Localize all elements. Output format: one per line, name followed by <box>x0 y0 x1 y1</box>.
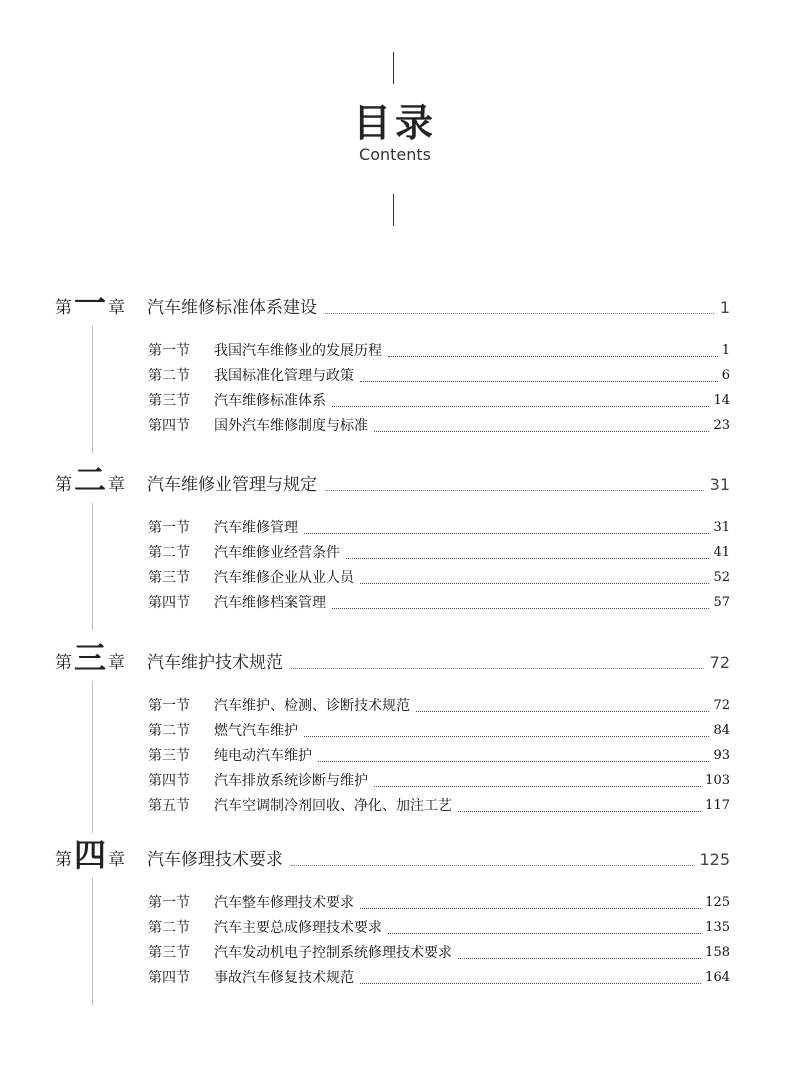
chapter-row[interactable] <box>55 836 730 874</box>
dot-leader <box>388 355 718 357</box>
section-label: 第一节 <box>148 520 190 536</box>
chapter-row[interactable] <box>55 284 730 322</box>
section-row[interactable] <box>148 890 730 912</box>
dot-leader <box>304 735 709 737</box>
section-title: 汽车维修管理 <box>214 520 298 536</box>
section-page-number: 93 <box>713 748 730 763</box>
chapter-label <box>55 639 147 677</box>
section-title: 国外汽车维修制度与标准 <box>214 418 368 434</box>
dot-leader <box>360 380 718 382</box>
section-title: 汽车主要总成修理技术要求 <box>214 920 382 936</box>
dot-leader <box>291 667 704 669</box>
section-title: 我国汽车维修业的发展历程 <box>214 343 382 359</box>
section-label: 第三节 <box>148 570 190 586</box>
dot-leader <box>318 760 709 762</box>
chapter-row[interactable] <box>55 461 730 499</box>
chapter-suffix: 章 <box>108 850 125 870</box>
section-row[interactable] <box>148 693 730 715</box>
section-label: 第二节 <box>148 723 190 739</box>
section-title: 汽车维修企业从业人员 <box>214 570 354 586</box>
section-row[interactable] <box>148 743 730 765</box>
chapter-page-number: 125 <box>699 850 730 869</box>
section-title: 汽车整车修理技术要求 <box>214 895 354 911</box>
section-page-number: 164 <box>705 970 730 985</box>
chapter-number: 三 <box>73 639 106 677</box>
chapter-prefix: 第 <box>55 850 72 870</box>
dot-leader <box>360 582 709 584</box>
chapter-page-number: 31 <box>709 475 730 494</box>
section-page-number: 23 <box>713 418 730 433</box>
dot-leader <box>458 957 701 959</box>
section-label: 第二节 <box>148 920 190 936</box>
chapter-title: 汽车维修业管理与规定 <box>147 475 317 495</box>
dot-leader <box>458 810 701 812</box>
section-row[interactable] <box>148 363 730 385</box>
section-page-number: 84 <box>713 723 730 738</box>
dot-leader <box>388 932 701 934</box>
section-page-number: 103 <box>705 773 730 788</box>
section-label: 第五节 <box>148 798 190 814</box>
dot-leader <box>360 982 701 984</box>
section-title: 我国标准化管理与政策 <box>214 368 354 384</box>
dot-leader <box>346 557 709 559</box>
section-row[interactable] <box>148 590 730 612</box>
section-page-number: 135 <box>705 920 730 935</box>
section-label: 第四节 <box>148 970 190 986</box>
dot-leader <box>325 312 714 314</box>
section-row[interactable] <box>148 718 730 740</box>
section-title: 汽车空调制冷剂回收、净化、加注工艺 <box>214 798 452 814</box>
dot-leader <box>325 489 704 491</box>
dot-leader <box>374 785 701 787</box>
section-title: 汽车维护、检测、诊断技术规范 <box>214 698 410 714</box>
section-row[interactable] <box>148 768 730 790</box>
decorative-line-top <box>393 52 394 84</box>
section-row[interactable] <box>148 413 730 435</box>
dot-leader <box>291 864 693 866</box>
section-title: 事故汽车修复技术规范 <box>214 970 354 986</box>
chapter-suffix: 章 <box>108 475 125 495</box>
section-row[interactable] <box>148 515 730 537</box>
chapter-label <box>55 284 147 322</box>
section-row[interactable] <box>148 338 730 360</box>
page-subtitle: Contents <box>359 145 431 164</box>
section-title: 汽车维修业经营条件 <box>214 545 340 561</box>
section-title: 汽车发动机电子控制系统修理技术要求 <box>214 945 452 961</box>
section-page-number: 6 <box>721 368 730 383</box>
chapter-page-number: 1 <box>719 298 730 317</box>
section-label: 第一节 <box>148 895 190 911</box>
section-row[interactable] <box>148 565 730 587</box>
section-label: 第二节 <box>148 545 190 561</box>
chapter-title: 汽车维修标准体系建设 <box>147 298 317 318</box>
chapter-number: 二 <box>73 461 106 499</box>
chapter-prefix: 第 <box>55 653 72 673</box>
chapter-prefix: 第 <box>55 475 72 495</box>
section-label: 第四节 <box>148 418 190 434</box>
section-title: 汽车维修标准体系 <box>214 393 326 409</box>
chapter-side-bar <box>92 878 93 1005</box>
dot-leader <box>416 710 709 712</box>
chapter-side-bar <box>92 503 93 630</box>
dot-leader <box>374 430 709 432</box>
section-label: 第二节 <box>148 368 190 384</box>
section-page-number: 72 <box>713 698 730 713</box>
section-page-number: 1 <box>721 343 730 358</box>
dot-leader <box>360 907 701 909</box>
section-page-number: 117 <box>705 798 730 813</box>
chapter-page-number: 72 <box>709 653 730 672</box>
chapter-label <box>55 836 147 874</box>
section-label: 第一节 <box>148 343 190 359</box>
section-label: 第三节 <box>148 748 190 764</box>
dot-leader <box>332 607 709 609</box>
section-row[interactable] <box>148 540 730 562</box>
section-page-number: 14 <box>713 393 730 408</box>
page-title: 目录 <box>352 101 437 145</box>
section-page-number: 57 <box>713 595 730 610</box>
section-page-number: 31 <box>713 520 730 535</box>
chapter-prefix: 第 <box>55 298 72 318</box>
chapter-row[interactable] <box>55 639 730 677</box>
chapter-number: 四 <box>73 836 106 874</box>
section-label: 第三节 <box>148 393 190 409</box>
chapter-side-bar <box>92 681 93 833</box>
section-row[interactable] <box>148 940 730 962</box>
section-label: 第三节 <box>148 945 190 961</box>
chapter-suffix: 章 <box>108 653 125 673</box>
chapter-suffix: 章 <box>108 298 125 318</box>
chapter-side-bar <box>92 326 93 453</box>
section-label: 第四节 <box>148 595 190 611</box>
section-row[interactable] <box>148 793 730 815</box>
decorative-line-bottom <box>393 194 394 226</box>
section-title: 燃气汽车维护 <box>214 723 298 739</box>
section-page-number: 41 <box>713 545 730 560</box>
dot-leader <box>304 532 709 534</box>
chapter-title: 汽车修理技术要求 <box>147 850 283 870</box>
section-row[interactable] <box>148 965 730 987</box>
section-page-number: 158 <box>705 945 730 960</box>
section-row[interactable] <box>148 388 730 410</box>
chapter-number: 一 <box>73 284 106 322</box>
chapter-title: 汽车维护技术规范 <box>147 653 283 673</box>
section-row[interactable] <box>148 915 730 937</box>
section-title: 纯电动汽车维护 <box>214 748 312 764</box>
section-title: 汽车排放系统诊断与维护 <box>214 773 368 789</box>
section-page-number: 125 <box>705 895 730 910</box>
chapter-label <box>55 461 147 499</box>
dot-leader <box>332 405 709 407</box>
section-label: 第一节 <box>148 698 190 714</box>
section-title: 汽车维修档案管理 <box>214 595 326 611</box>
section-label: 第四节 <box>148 773 190 789</box>
section-page-number: 52 <box>713 570 730 585</box>
